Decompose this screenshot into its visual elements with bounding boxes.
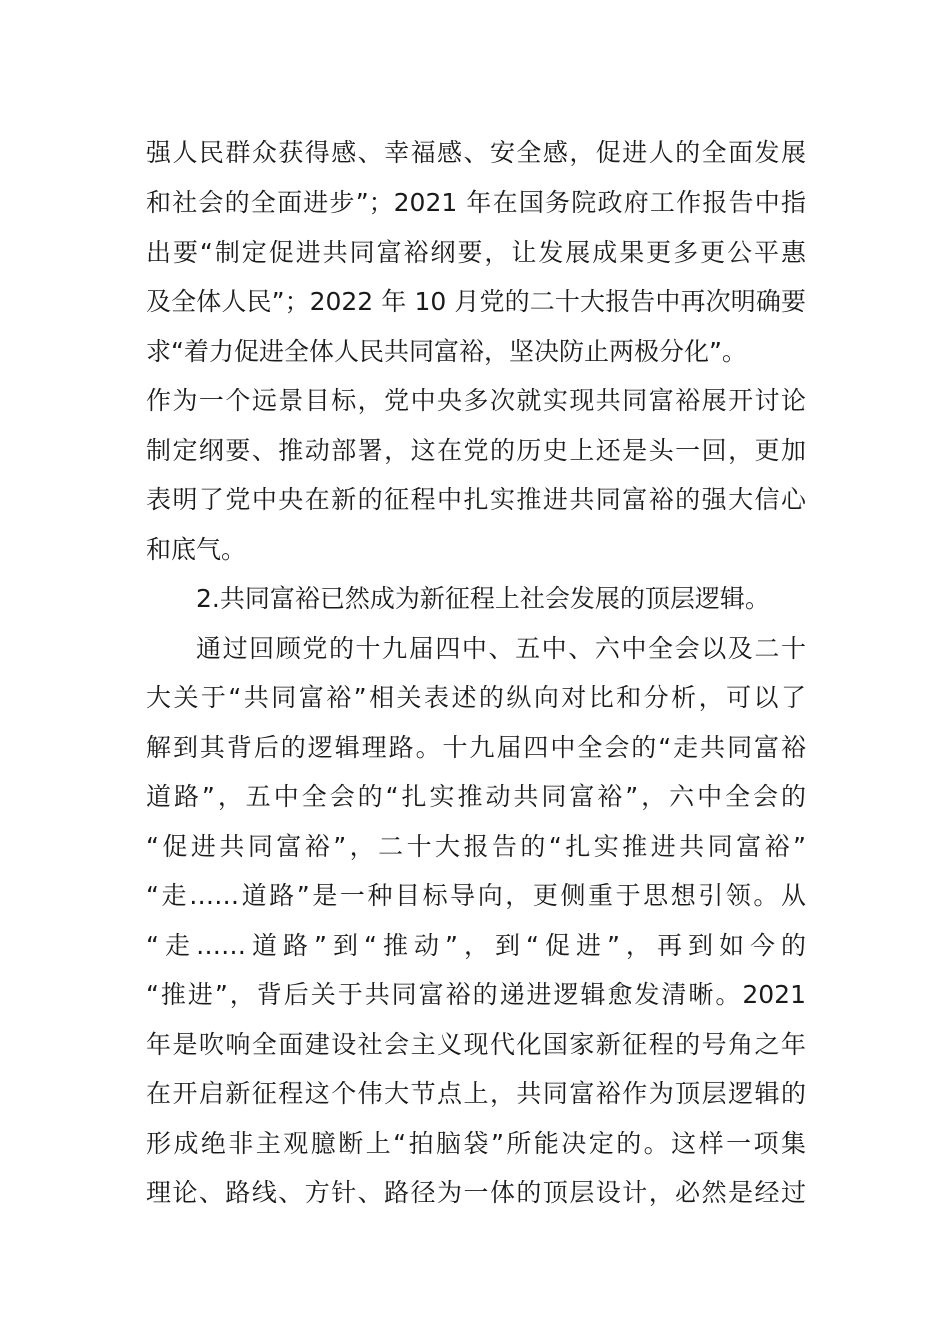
text-line: 大关于“共同富裕”相关表述的纵向对比和分析，可以了 bbox=[146, 683, 806, 712]
text-line: 强人民群众获得感、幸福感、安全感，促进人的全面发展 bbox=[146, 138, 806, 167]
text-line: 和底气。 bbox=[146, 535, 247, 564]
text-line: “促进共同富裕”，二十大报告的“扎实推进共同富裕” bbox=[146, 832, 806, 861]
text-line: “走……道路”到“推动”，到“促进”，再到如今的 bbox=[146, 931, 806, 960]
text-line: 制定纲要、推动部署，这在党的历史上还是头一回，更加 bbox=[146, 436, 806, 465]
text-line: “推进”，背后关于共同富裕的递进逻辑愈发清晰。2021 bbox=[146, 980, 806, 1009]
text-line: 及全体人民”；2022 年 10 月党的二十大报告中再次明确要 bbox=[146, 287, 806, 316]
section-heading: 2.共同富裕已然成为新征程上社会发展的顶层逻辑。 bbox=[196, 584, 770, 613]
text-line: 形成绝非主观臆断上“拍脑袋”所能决定的。这样一项集 bbox=[146, 1129, 806, 1158]
text-line: 理论、路线、方针、路径为一体的顶层设计，必然是经过 bbox=[146, 1178, 806, 1207]
text-line: 解到其背后的逻辑理路。十九届四中全会的“走共同富裕 bbox=[146, 733, 806, 762]
text-line: 道路”，五中全会的“扎实推动共同富裕”，六中全会的 bbox=[146, 782, 806, 811]
text-line: 表明了党中央在新的征程中扎实推进共同富裕的强大信心 bbox=[146, 485, 806, 514]
text-line: 和社会的全面进步”；2021 年在国务院政府工作报告中指 bbox=[146, 188, 806, 217]
paragraph-first-line: 通过回顾党的十九届四中、五中、六中全会以及二十 bbox=[196, 634, 806, 663]
text-line: 求“着力促进全体人民共同富裕，坚决防止两极分化”。 bbox=[146, 337, 747, 366]
text-line: 出要“制定促进共同富裕纲要，让发展成果更多更公平惠 bbox=[146, 238, 806, 267]
text-line: “走……道路”是一种目标导向，更侧重于思想引领。从 bbox=[146, 881, 806, 910]
text-line: 年是吹响全面建设社会主义现代化国家新征程的号角之年 bbox=[146, 1030, 806, 1059]
text-line: 在开启新征程这个伟大节点上，共同富裕作为顶层逻辑的 bbox=[146, 1079, 806, 1108]
text-line: 作为一个远景目标，党中央多次就实现共同富裕展开讨论 bbox=[146, 386, 806, 415]
